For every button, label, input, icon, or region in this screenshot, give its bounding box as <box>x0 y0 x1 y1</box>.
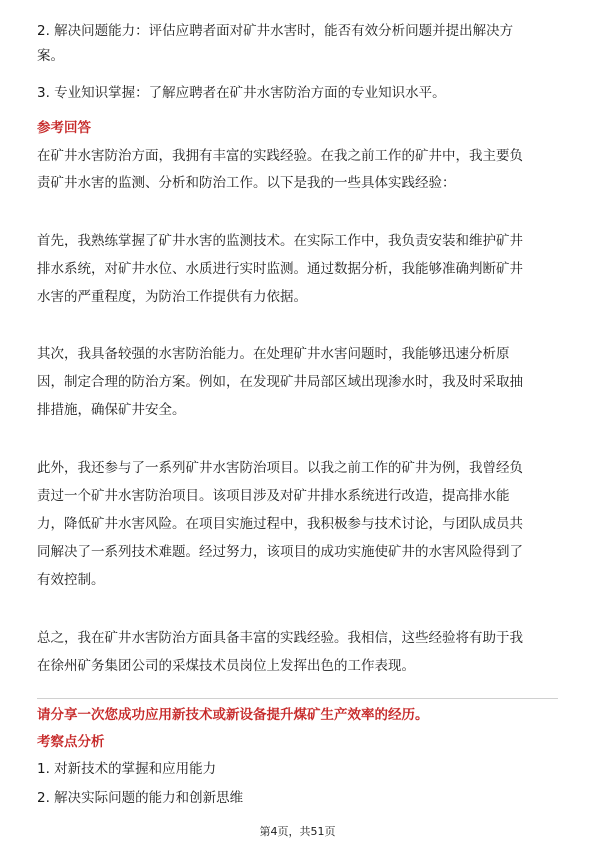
page-number: 第4页，共51页 <box>259 825 336 838</box>
answer-para3-line-4: 同解决了一系列技术难题。经过努力，该项目的成功实施使矿井的水害风险得到了 <box>37 544 523 560</box>
answer-para3-line-1: 此外，我还参与了一系列矿井水害防治项目。以我之前工作的矿井为例，我曾经负 <box>37 460 523 476</box>
answer-para1-line-1: 首先，我熟练掌握了矿井水害的监测技术。在实际工作中，我负责安装和维护矿井 <box>37 233 523 249</box>
next-question-title: 请分享一次您成功应用新技术或新设备提升煤矿生产效率的经历。 <box>37 707 429 723</box>
answer-para3-line-3: 力，降低矿井水害风险。在项目实施过程中，我积极参与技术讨论，与团队成员共 <box>37 516 523 532</box>
answer-para2-line-2: 因，制定合理的防治方案。例如，在发现矿井局部区域出现渗水时，我及时采取抽 <box>37 374 523 390</box>
analysis-item-2: 2. 解决实际问题的能力和创新思维 <box>37 790 244 806</box>
analysis-heading: 考察点分析 <box>37 734 105 750</box>
criteria-item-2-line-1: 2. 解决问题能力：评估应聘者面对矿井水害时，能否有效分析问题并提出解决方 <box>37 23 514 39</box>
answer-intro-line-2: 责矿井水害的监测、分析和防治工作。以下是我的一些具体实践经验： <box>37 175 456 191</box>
answer-para1-line-3: 水害的严重程度，为防治工作提供有力依据。 <box>37 289 307 305</box>
answer-para4-line-2: 在徐州矿务集团公司的采煤技术员岗位上发挥出色的工作表现。 <box>37 658 415 674</box>
reference-answer-heading: 参考回答 <box>37 120 91 136</box>
answer-para3-line-2: 责过一个矿井水害防治项目。该项目涉及对矿井排水系统进行改造，提高排水能 <box>37 488 510 504</box>
answer-intro-line-1: 在矿井水害防治方面，我拥有丰富的实践经验。在我之前工作的矿井中，我主要负 <box>37 148 523 164</box>
criteria-item-2-line-2: 案。 <box>37 48 64 64</box>
criteria-item-3: 3. 专业知识掌握：了解应聘者在矿井水害防治方面的专业知识水平。 <box>37 85 446 101</box>
answer-para2-line-1: 其次，我具备较强的水害防治能力。在处理矿井水害问题时，我能够迅速分析原 <box>37 346 510 362</box>
answer-para1-line-2: 排水系统，对矿井水位、水质进行实时监测。通过数据分析，我能够准确判断矿井 <box>37 261 523 277</box>
answer-para2-line-3: 排措施，确保矿井安全。 <box>37 402 186 418</box>
answer-para3-line-5: 有效控制。 <box>37 572 105 588</box>
answer-para4-line-1: 总之，我在矿井水害防治方面具备丰富的实践经验。我相信，这些经验将有助于我 <box>37 630 523 646</box>
section-divider <box>37 698 558 699</box>
analysis-item-1: 1. 对新技术的掌握和应用能力 <box>37 761 217 777</box>
